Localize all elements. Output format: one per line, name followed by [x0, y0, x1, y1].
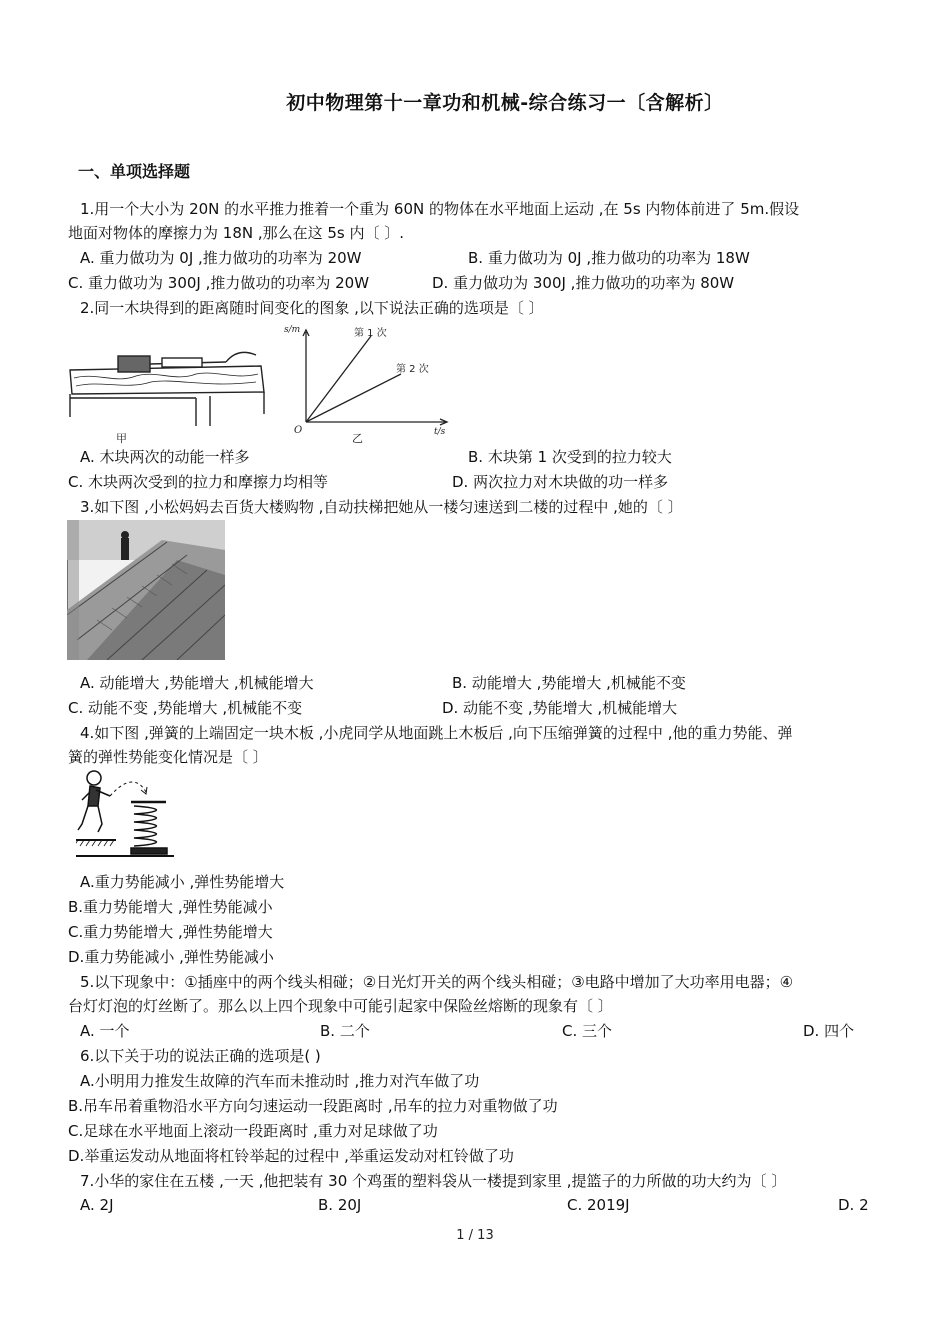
q1-option-d: D. 重力做功为 300J ,推力做功的功率为 80W	[432, 274, 735, 292]
graph-xlabel: t/s	[434, 427, 446, 437]
q5-option-b: B. 二个	[320, 1022, 370, 1040]
line-2-label: 第 2 次	[396, 364, 429, 375]
q7-option-b: B. 20J	[318, 1196, 362, 1214]
q1-option-b: B. 重力做功为 0J ,推力做功的功率为 18W	[468, 249, 750, 267]
q4-stem-line-1: 4.如下图 ,弹簧的上端固定一块木板 ,小虎同学从地面跳上木板后 ,向下压缩弹簧的过程中 ,他的重力势能、弹	[80, 724, 793, 742]
q6-option-b: B.吊车吊着重物沿水平方向匀速运动一段距离时 ,吊车的拉力对重物做了功	[68, 1097, 558, 1115]
escalator-photo	[67, 520, 225, 660]
line-1	[306, 336, 371, 422]
q1-option-a: A. 重力做功为 0J ,推力做功的功率为 20W	[80, 249, 362, 267]
q4-option-d: D.重力势能减小 ,弹性势能减小	[68, 948, 274, 966]
q3-option-c: C. 动能不变 ,势能增大 ,机械能不变	[68, 699, 303, 717]
q7-option-d: D. 2	[838, 1196, 869, 1214]
q2-option-b: B. 木块第 1 次受到的拉力较大	[468, 448, 672, 466]
q7-option-c: C. 2019J	[567, 1196, 630, 1214]
fig-left-label: 甲	[116, 432, 127, 445]
q4-option-c: C.重力势能增大 ,弹性势能增大	[68, 923, 273, 941]
q3-option-b: B. 动能增大 ,势能增大 ,机械能不变	[452, 674, 686, 692]
graph-origin: O	[294, 425, 303, 436]
table-drawing	[70, 352, 264, 426]
st-graph	[303, 330, 447, 425]
q7-stem: 7.小华的家住在五楼 ,一天 ,他把装有 30 个鸡蛋的塑料袋从一楼提到家里 ,提篮子的力所做的功大约为〔 〕	[80, 1172, 787, 1190]
q2-stem: 2.同一木块得到的距离随时间变化的图象 ,以下说法正确的选项是〔 〕	[80, 299, 544, 317]
q4-option-a: A.重力势能减小 ,弹性势能增大	[80, 873, 285, 891]
q2-figure	[66, 322, 456, 447]
page-number: 1 / 13	[456, 1228, 494, 1243]
q6-option-a: A.小明用力推发生故障的汽车而未推动时 ,推力对汽车做了功	[80, 1072, 480, 1090]
q5-option-c: C. 三个	[562, 1022, 613, 1040]
q3-option-d: D. 动能不变 ,势能增大 ,机械能增大	[442, 699, 678, 717]
q7-option-a: A. 2J	[80, 1196, 114, 1214]
q2-option-d: D. 两次拉力对木块做的功一样多	[452, 473, 669, 491]
q5-option-a: A. 一个	[80, 1022, 130, 1040]
q1-stem-line-1: 1.用一个大小为 20N 的水平推力推着一个重为 60N 的物体在水平地面上运动 ,在 5s 内物体前进了 5m.假设	[80, 200, 800, 218]
q6-stem: 6.以下关于功的说法正确的选项是( )	[80, 1047, 321, 1065]
q4-stem-line-2: 簧的弹性势能变化情况是〔 〕	[68, 748, 268, 766]
q1-stem-line-2: 地面对物体的摩擦力为 18N ,那么在这 5s 内〔 〕.	[68, 224, 405, 242]
q3-option-a: A. 动能增大 ,势能增大 ,机械能增大	[80, 674, 314, 692]
graph-ylabel: s/m	[284, 325, 301, 335]
line-2	[306, 374, 401, 422]
q6-option-c: C.足球在水平地面上滚动一段距离时 ,重力对足球做了功	[68, 1122, 438, 1140]
q2-option-a: A. 木块两次的动能一样多	[80, 448, 250, 466]
section-heading: 一、单项选择题	[78, 162, 191, 181]
q5-option-d: D. 四个	[803, 1022, 855, 1040]
q5-stem-line-2: 台灯灯泡的灯丝断了。那么以上四个现象中可能引起家中保险丝熔断的现象有〔 〕	[68, 997, 613, 1015]
spring-figure	[76, 768, 176, 860]
q2-option-c: C. 木块两次受到的拉力和摩擦力均相等	[68, 473, 329, 491]
q5-stem-line-1: 5.以下现象中：①插座中的两个线头相碰；②日光灯开关的两个线头相碰；③电路中增加了大功率用电器；④	[80, 973, 794, 991]
q3-stem: 3.如下图 ,小松妈妈去百货大楼购物 ,自动扶梯把她从一楼匀速送到二楼的过程中 ,她的〔 〕	[80, 498, 683, 516]
page-title: 初中物理第十一章功和机械-综合练习一〔含解析〕	[286, 92, 724, 114]
q6-option-d: D.举重运发动从地面将杠铃举起的过程中 ,举重运发动对杠铃做了功	[68, 1147, 514, 1165]
fig-right-label: 乙	[352, 432, 363, 445]
q4-option-b: B.重力势能增大 ,弹性势能减小	[68, 898, 273, 916]
line-1-label: 第 1 次	[354, 328, 387, 339]
q1-option-c: C. 重力做功为 300J ,推力做功的功率为 20W	[68, 274, 370, 292]
